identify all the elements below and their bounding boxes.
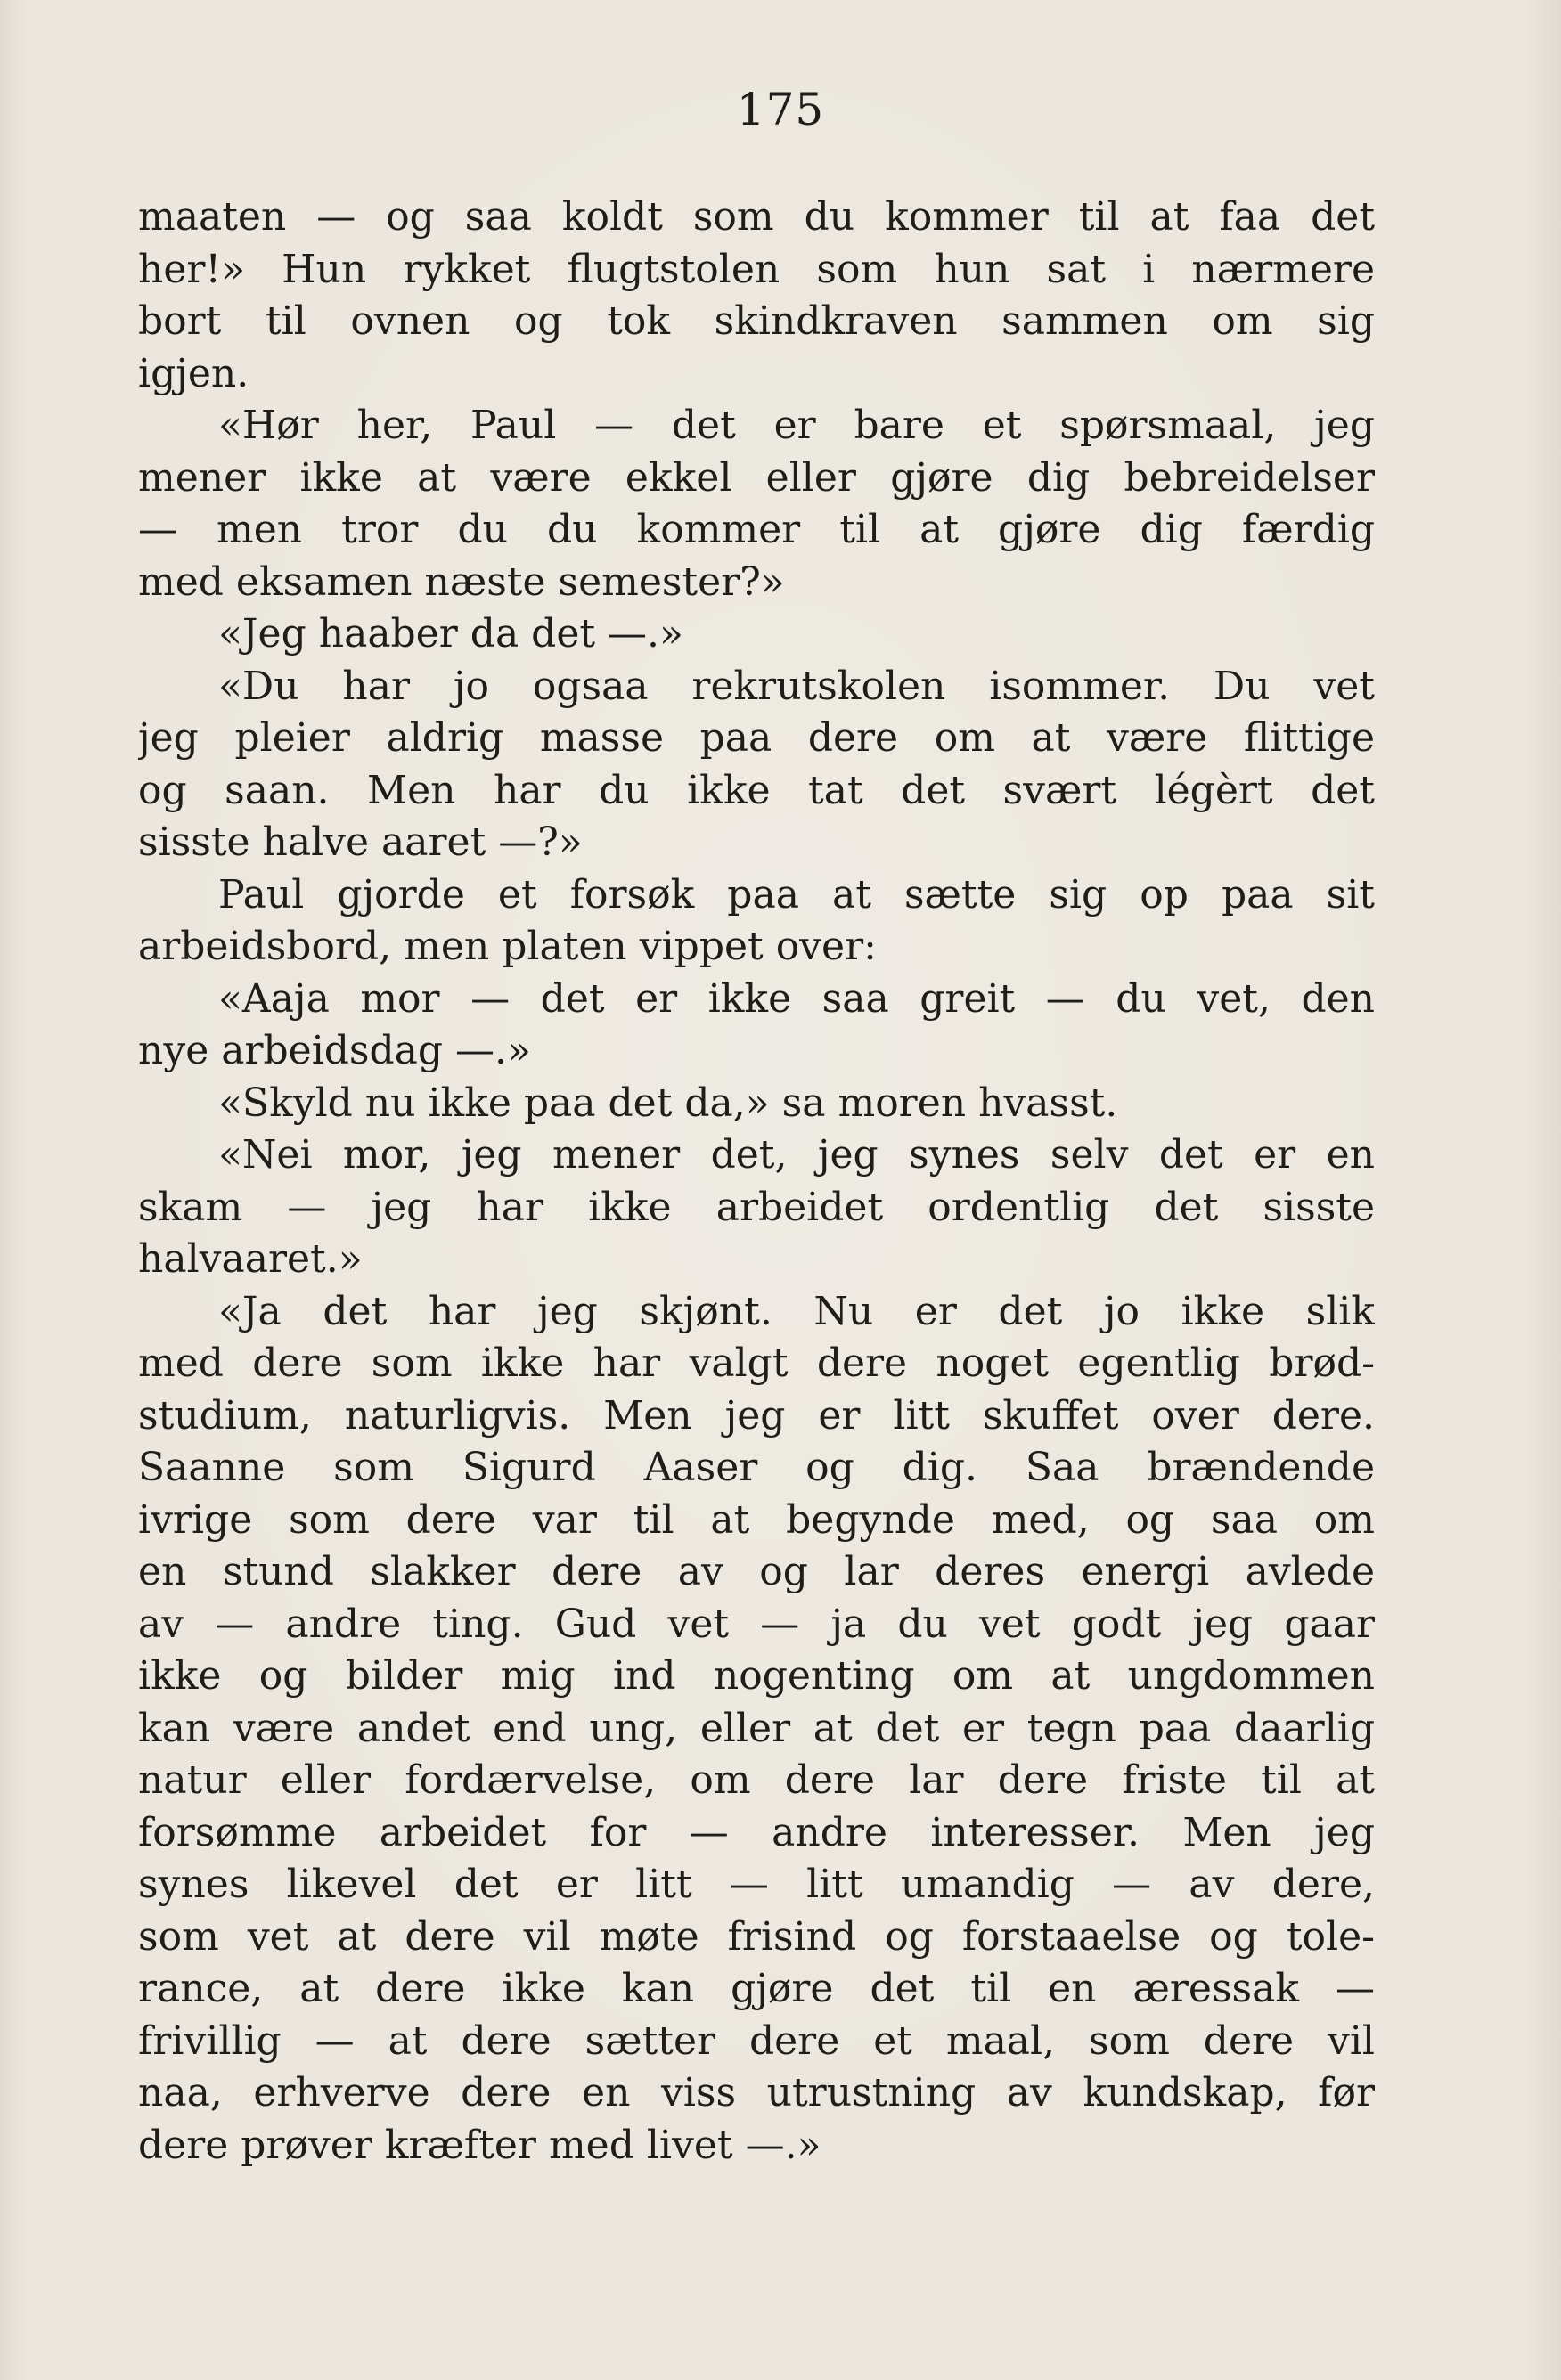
text-line: forsømme arbeidet for — andre interesser. Men jeg — [138, 1809, 1375, 1855]
text-line: «Skyld nu ikke paa det da,» sa moren hvasst. — [218, 1080, 1118, 1126]
text-line: mener ikke at være ekkel eller gjøre dig bebreidelser — [138, 454, 1375, 501]
text-line: synes likevel det er litt — litt umandig — av dere, — [138, 1862, 1375, 1907]
text-line: her!» Hun rykket flugtstolen som hun sat i nærmere — [138, 246, 1375, 292]
text-line: med eksamen næste semester?» — [138, 558, 785, 605]
text-line: «Aaja mor — det er ikke saa greit — du vet, den — [218, 975, 1375, 1022]
text-line: «Ja det har jeg skjønt. Nu er det jo ikke slik — [218, 1288, 1375, 1334]
text-line: en stund slakker dere av og lar deres energi avlede — [138, 1549, 1375, 1594]
text-line: rance, at dere ikke kan gjøre det til en æressak — — [138, 1966, 1375, 2011]
text-line: ikke og bilder mig ind nogenting om at ungdommen — [138, 1653, 1375, 1699]
text-line: halvaaret.» — [138, 1236, 363, 1282]
text-line: arbeidsbord, men platen vippet over: — [138, 924, 877, 969]
text-line: naa, erhverve dere en viss utrustning av kundskap, før — [138, 2070, 1375, 2115]
text-line: nye arbeidsdag —.» — [138, 1028, 531, 1073]
text-line: jeg pleier aldrig masse paa dere om at være flittige — [138, 715, 1375, 761]
text-line: ivrige som dere var til at begynde med, og saa om — [138, 1496, 1375, 1543]
text-line: maaten — og saa koldt som du kommer til at faa det — [138, 194, 1375, 240]
page-number: 175 — [736, 84, 825, 135]
text-line: kan være andet end ung, eller at det er tegn paa daarlig — [138, 1705, 1375, 1751]
text-line: Saanne som Sigurd Aaser og dig. Saa brændende — [138, 1445, 1375, 1490]
text-line: sisste halve aaret —?» — [138, 819, 583, 865]
text-line: med dere som ikke har valgt dere noget egentlig brød- — [138, 1341, 1375, 1386]
text-line: Paul gjorde et forsøk paa at sætte sig op paa sit — [218, 871, 1375, 917]
text-line: — men tror du du kommer til at gjøre dig færdig — [138, 507, 1375, 552]
text-line: og saan. Men har du ikke tat det svært légèrt det — [138, 767, 1375, 813]
text-line: av — andre ting. Gud vet — ja du vet godt jeg gaar — [138, 1601, 1375, 1647]
text-line: som vet at dere vil møte frisind og forstaaelse og tole- — [138, 1913, 1375, 1960]
text-line: dere prøver kræfter med livet —.» — [138, 2122, 821, 2168]
text-line: studium, naturligvis. Men jeg er litt skuffet over dere. — [138, 1392, 1375, 1439]
text-line: igjen. — [138, 350, 249, 396]
text-line: «Nei mor, jeg mener det, jeg synes selv det er en — [218, 1132, 1375, 1178]
body-text — [138, 192, 1375, 2172]
text-line: natur eller fordærvelse, om dere lar dere friste til at — [138, 1757, 1375, 1803]
text-line: «Hør her, Paul — det er bare et spørsmaal, jeg — [218, 403, 1375, 448]
text-line: bort til ovnen og tok skindkraven sammen om sig — [138, 298, 1375, 344]
text-line: «Du har jo ogsaa rekrutskolen isommer. Du vet — [218, 663, 1375, 709]
text-line: frivillig — at dere sætter dere et maal, som dere vil — [138, 2017, 1375, 2064]
text-line: skam — jeg har ikke arbeidet ordentlig det sisste — [138, 1184, 1375, 1230]
text-line: «Jeg haaber da det —.» — [218, 611, 683, 656]
